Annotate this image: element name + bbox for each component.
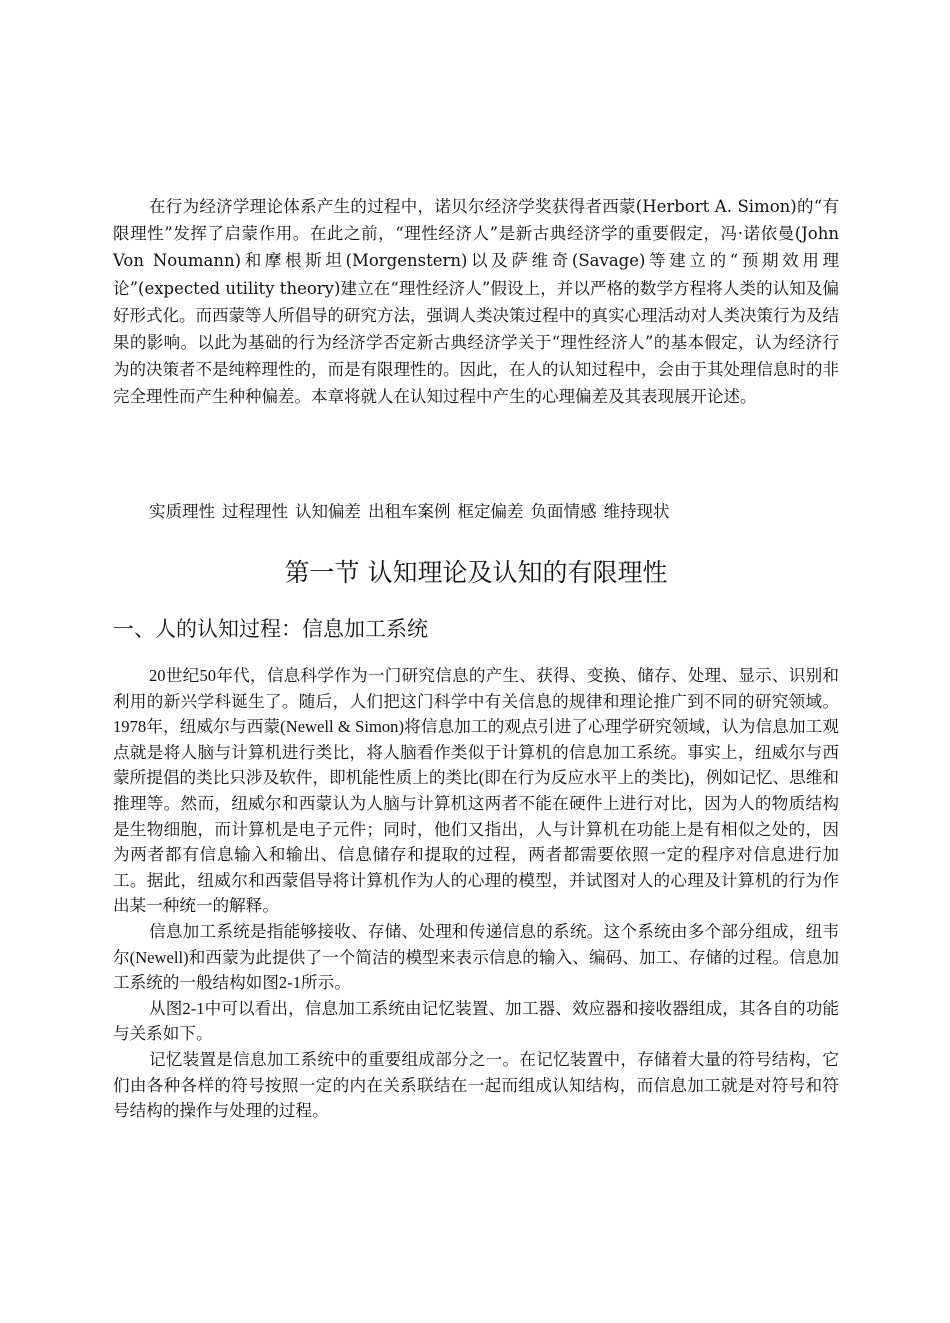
keyword: 框定偏差 (457, 502, 524, 521)
body-text (113, 663, 839, 1124)
keyword: 实质理性 (149, 502, 215, 521)
section-title: 第一节 认知理论及认知的有限理性 (284, 558, 668, 587)
keyword: 过程理性 (222, 502, 288, 521)
keyword: 维持现状 (603, 502, 670, 521)
keyword: 负面情感 (530, 502, 597, 521)
keywords-line (149, 498, 677, 525)
paragraph: 信息加工系统是指能够接收、存储、处理和传递信息的系统。这个系统由多个部分组成，纽韦尔(Newell)和西蒙为此提供了一个简洁的模型来表示信息的输入、编码、加工、存储的过程。信息加工系统的一般结构如图2-1所示。 (113, 921, 839, 993)
paragraph: 从图2-1中可以看出，信息加工系统由记忆装置、加工器、效应器和接收器组成，其各自的功能与关系如下。 (113, 998, 839, 1044)
keyword: 出租车案例 (368, 502, 451, 521)
subsection-title: 一、人的认知过程：信息加工系统 (113, 617, 428, 641)
chapter-abstract: 在行为经济学理论体系产生的过程中，诺贝尔经济学奖获得者西蒙(Herbort A. Simon)的“有限理性”发挥了启蒙作用。在此之前，“理性经济人”是新古典经济学的重要假定，冯·诺依曼(John Von Noumann)和摩根斯坦(Morgenstern)以及萨维奇(Savage)等建立的“预期效用理论”(expected utility theory)建立在“理性经济人”假设上，并以严格的数学方程将人类的认知及偏好形式化。而西蒙等人所倡导的研究方法，强调人类决策过程中的真实心理活动对人类决策行为及结果的影响。以此为基础的行为经济学否定新古典经济学关于“理性经济人”的基本假定，认为经济行为的决策者不是纯粹理性的，而是有限理性的。因此，在人的认知过程中，会由于其处理信息时的非完全理性而产生种种偏差。本章将就人在认知过程中产生的心理偏差及其表现展开论述。 (113, 197, 839, 407)
keyword: 认知偏差 (295, 502, 361, 521)
paragraph: 20世纪50年代，信息科学作为一门研究信息的产生、获得、变换、储存、处理、显示、识别和利用的新兴学科诞生了。随后，人们把这门科学中有关信息的规律和理论推广到不同的研究领域。1978年，纽威尔与西蒙(Newell & Simon)将信息加工的观点引进了心理学研究领域，认为信息加工观点就是将人脑与计算机进行类比，将人脑看作类似于计算机的信息加工系统。事实上，纽威尔与西蒙所提倡的类比只涉及软件，即机能性质上的类比(即在行为反应水平上的类比)，例如记忆、思维和推理等。然而，纽威尔和西蒙认为人脑与计算机这两者不能在硬件上进行对比，因为人的物质结构是生物细胞，而计算机是电子元件；同时，他们又指出，人与计算机在功能上是有相似之处的，因为两者都有信息输入和输出、信息储存和提取的过程，两者都需要依照一定的程序对信息进行加工。据此，纽威尔和西蒙倡导将计算机作为人的心理的模型，并试图对人的心理及计算机的行为作出某一种统一的解释。 (113, 666, 839, 916)
paragraph: 记忆装置是信息加工系统中的重要组成部分之一。在记忆装置中，存储着大量的符号结构，它们由各种各样的符号按照一定的内在关系联结在一起而组成认知结构，而信息加工就是对符号和符号结构的操作与处理的过程。 (113, 1049, 839, 1121)
